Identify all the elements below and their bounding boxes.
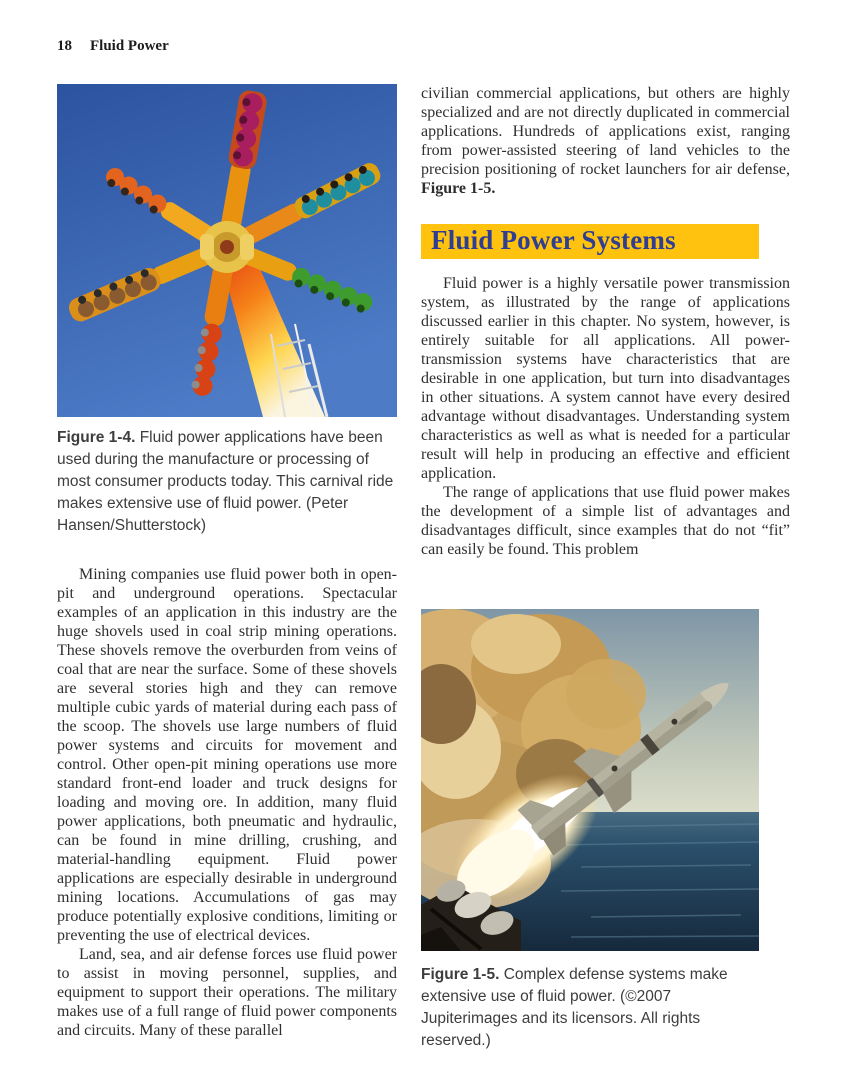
figure-1-5-text: Complex defense systems make extensive use of fluid power. (©2007 Jupiterimages and its licensors. All rights reserved.) (421, 966, 728, 1049)
running-title: Fluid Power (90, 38, 169, 54)
paragraph-civilian-text: civilian commercial applications, but others are highly specialized and are not directly duplicated in commercial applications. Hundreds of applications exist, ranging from power-assisted steering of land vehicles to the precision positioning of rocket launchers for air defense, (421, 85, 790, 178)
missile-launch-photo (421, 609, 790, 951)
page-number: 18 (57, 38, 72, 54)
left-column (57, 84, 397, 1040)
paragraph-range: The range of applications that use fluid power makes the development of a simple list of advantages and disadvantages difficult, since examples that do not “fit” can easily be found. This problem (421, 484, 790, 558)
figure-1-4-caption (57, 427, 397, 537)
paragraph-versatile: Fluid power is a highly versatile power transmission system, as illustrated by the range of applications discussed earlier in this chapter. No system, however, is entirely suitable for all applications. All power-transmission systems have characteristics that are desirable in one application, but turn into disadvantages in other situations. A system cannot have every desired advantage without disadvantages. Understanding system characteristics as well as what is needed for a particular result will help in producing an effective and efficient application. (421, 275, 790, 482)
figure-1-5 (421, 609, 790, 1052)
carnival-ride-illustration (57, 84, 397, 417)
figure-1-4-text: Fluid power applications have been used during the manufacture or processing of most consumer products today. This carnival ride makes extensive use of fluid power. (Peter Hansen/Shutterstock) (57, 429, 394, 534)
paragraph-defense-forces: Land, sea, and air defense forces use fluid power to assist in moving personnel, supplies, and equipment to support their operations. The military makes use of a full range of fluid power components and circuits. Many of these parallel (57, 946, 397, 1039)
carnival-ride-photo (57, 84, 397, 417)
left-column-text (57, 565, 397, 1040)
running-head (57, 38, 169, 55)
right-column (421, 84, 790, 1052)
figure-1-5-label: Figure 1-5. (421, 966, 500, 983)
figure-1-4-label: Figure 1-4. (57, 429, 136, 446)
paragraph-civilian (421, 84, 790, 198)
section-heading-fluid-power-systems: Fluid Power Systems (421, 224, 759, 259)
missile-launch-illustration (421, 609, 759, 951)
intro-continuation (421, 84, 790, 198)
figure-1-5-reference: Figure 1-5. (421, 180, 496, 197)
paragraph-mining: Mining companies use fluid power both in open-pit and underground operations. Spectacular examples of an application in this industry are the huge shovels used in coal strip mining operations. These shovels remove the overburden from veins of coal that are near the surface. Some of these shovels are several stories high and they can remove multiple cubic yards of material during each pass of the scoop. The shovels use large numbers of fluid power systems and circuits for movement and control. Other open-pit mining operations use more standard front-end loader and truck designs for loading and moving ore. In addition, many fluid power applications, both pneumatic and hydraulic, can be found in mine drilling, crushing, and material-handling equipment. Fluid power applications are especially desirable in underground mining locations. Accumulations of gas may produce potentially explosive conditions, limiting or preventing the use of electrical devices. (57, 566, 397, 944)
figure-1-4 (57, 84, 397, 537)
section-text (421, 274, 790, 559)
figure-1-5-caption (421, 964, 759, 1052)
